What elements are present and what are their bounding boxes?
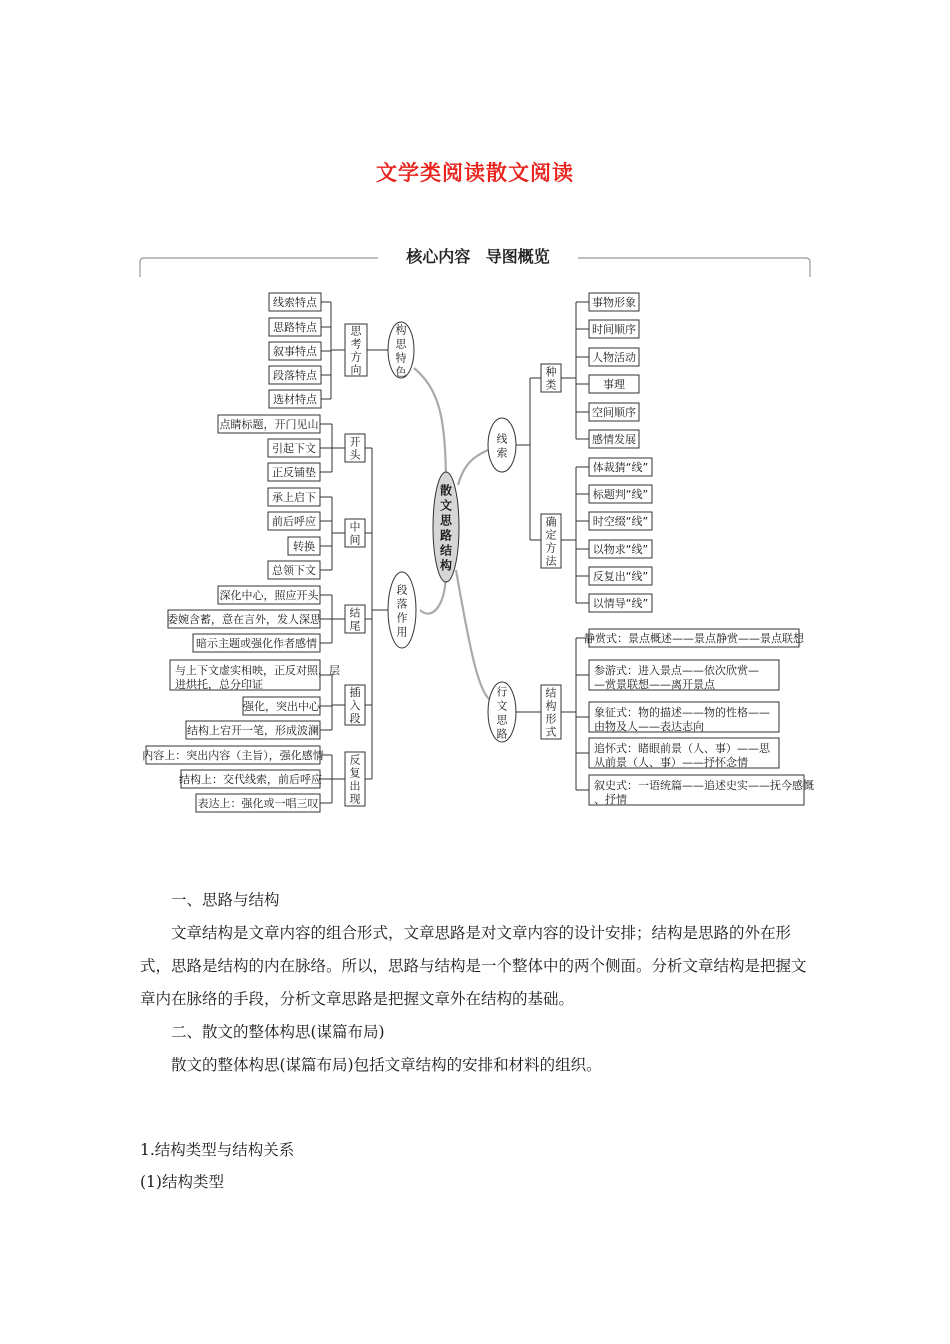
thinking-item-2-label: 思路特点 [273,321,317,334]
center-to-conception-connector [414,368,446,485]
opening-item-2-label: 引起下文 [272,442,316,455]
thinking-direction-box-label: 方 [350,350,362,364]
clue-method-2-label: 标题判“线” [592,488,649,501]
writing-path-oval-label: 文 [496,699,508,713]
heading-structure-type-sub: (1)结构类型 [140,1173,224,1191]
thinking-direction-box-label: 向 [350,363,362,377]
repeat-box-label: 复 [349,766,361,780]
opening-box-label: 开 [349,435,361,449]
center-node-oval-label: 构 [439,558,453,573]
insert-item-2-label: 强化，突出中心 [243,700,320,713]
center-node-oval-label: 文 [439,498,453,513]
structure-form-1-label: 静赏式：景点概述——景点静赏——景点联想 [584,632,804,645]
repeat-item-1-label: 内容上：突出内容（主旨），强化感情 [142,749,324,762]
conception-oval-label: 特 [395,351,407,365]
heading-thinking-structure: 一、思路与结构 [171,891,280,909]
center-node-oval-label: 散 [439,483,453,498]
clue-type-2-label: 时间顺序 [592,323,636,336]
center-node-oval-label: 结 [439,543,453,558]
clue-types-box-label: 类 [545,378,557,392]
middle-item-4-label: 总领下文 [272,564,316,577]
middle-item-1-label: 承上启下 [272,491,316,504]
insert-box-label: 入 [349,699,361,712]
center-node-oval-label: 思 [439,513,453,528]
thinking-direction-box-label: 考 [350,337,362,351]
insert-item-1-label: 与上下文虚实相映，正反对照，层 [175,664,340,677]
clue-methods-box-label: 法 [545,554,557,568]
clue-type-3-label: 人物活动 [592,351,636,364]
ending-box-label: 结 [349,606,361,620]
clue-methods-box-label: 方 [545,541,557,555]
structure-forms-box-label: 式 [545,725,557,739]
paragraph-role-oval-label: 落 [396,597,408,611]
writing-path-oval-label: 路 [496,727,508,741]
structure-form-5-label: 、抒情 [594,793,627,806]
opening-item-1-label: 点睛标题，开门见山 [219,418,319,431]
structure-form-4-label: 追怀式：睹眼前景（人、事）——思 [594,742,770,755]
repeat-box-label: 出 [349,779,361,793]
clue-type-4-label: 事理 [603,378,625,391]
clue-method-1-label: 体裁猜“线” [592,461,649,474]
ending-item-2-label: 委婉含蓄，意在言外，发人深思 [167,613,321,626]
center-to-clue-connector [458,450,488,485]
clue-type-5-label: 空间顺序 [592,406,636,419]
insert-item-3-label: 结构上宕开一笔，形成波澜 [187,724,319,737]
repeat-item-2-label: 结构上：交代线索，前后呼应 [179,773,322,786]
center-node-oval-label: 路 [439,528,453,543]
clue-type-6-label: 感情发展 [592,433,636,446]
opening-box-label: 头 [349,448,361,462]
paragraph-thinking-structure: 文章结构是文章内容的组合形式，文章思路是对文章内容的设计安排；结构是思路的外在形式，思路是结构的内在脉络。所以，思路与结构是一个整体中的两个侧面。分析文章结构是把握文章内在脉络的手段，分析文章思路是把握文章外在结构的基础。 [140,924,807,1008]
middle-item-2-label: 前后呼应 [272,515,316,528]
insert-box-label: 插 [349,686,361,699]
clue-methods-box-label: 确 [545,515,557,529]
clue-types-box-label: 种 [545,365,557,379]
clue-oval-label: 线 [496,432,508,446]
structure-form-2-label: 参游式：进入景点——依次欣赏— [594,664,759,677]
middle-box-label: 中 [349,520,361,534]
clue-oval-label: 索 [496,446,508,460]
thinking-item-5-label: 选材特点 [273,393,317,406]
structure-form-4-label: 从前景（人、事）——抒怀念情 [594,756,748,769]
structure-forms-box-label: 结 [545,686,557,700]
heading-overall-conception: 二、散文的整体构思(谋篇布局) [171,1023,385,1041]
repeat-item-3-label: 表达上：强化或一唱三叹 [197,797,319,810]
ending-item-1-label: 深化中心，照应开头 [219,589,319,602]
structure-forms-box-label: 形 [545,712,557,726]
structure-form-5-label: 叙史式：一语统篇——追述史实——抚今感慨 [594,779,814,792]
ending-item-3-label: 暗示主题或强化作者感情 [196,637,317,650]
clue-method-5-label: 反复出“线” [592,570,649,583]
middle-box-label: 间 [349,533,361,547]
thinking-direction-box-label: 思 [350,324,362,338]
thinking-item-1-label: 线索特点 [273,296,317,309]
repeat-box-label: 反 [349,753,361,767]
insert-box-label: 段 [349,712,361,725]
opening-item-3-label: 正反铺垫 [272,466,316,479]
paragraph-role-oval-label: 段 [396,583,408,597]
writing-path-oval-label: 行 [496,685,508,699]
clue-method-6-label: 以情导“线” [592,597,649,610]
thinking-item-4-label: 段落特点 [273,369,317,382]
thinking-item-3-label: 叙事特点 [273,345,317,358]
heading-structure-types: 1.结构类型与结构关系 [140,1141,295,1159]
insert-item-1-label: 进烘托，总分印证 [175,678,263,691]
paragraph-role-oval-label: 用 [396,625,408,639]
center-to-path-connector [456,570,490,700]
structure-form-3-label: 象征式：物的描述——物的性格—— [594,706,770,719]
ending-box-label: 尾 [349,619,361,633]
middle-item-3-label: 转换 [293,540,315,553]
conception-oval-label: 色 [395,365,407,379]
conception-oval-label: 构 [395,323,407,337]
conception-oval-label: 思 [395,337,407,351]
repeat-box-label: 现 [349,792,361,806]
paragraph-overall-conception: 散文的整体构思(谋篇布局)包括文章结构的安排和材料的组织。 [171,1056,602,1074]
clue-type-1-label: 事物形象 [592,296,636,309]
clue-method-3-label: 时空缀“线” [592,515,649,528]
writing-path-oval-label: 思 [496,713,508,727]
document-title: 文学类阅读散文阅读 [376,161,574,185]
structure-form-3-label: 由物及人——表达志向 [594,720,704,733]
clue-method-4-label: 以物求“线” [592,543,649,556]
paragraph-role-oval-label: 作 [396,611,408,625]
clue-methods-box-label: 定 [545,528,557,542]
section-header: 核心内容 导图概览 [378,244,578,267]
structure-forms-box-label: 构 [545,699,557,713]
structure-form-2-label: —赏景联想——离开景点 [594,678,715,691]
